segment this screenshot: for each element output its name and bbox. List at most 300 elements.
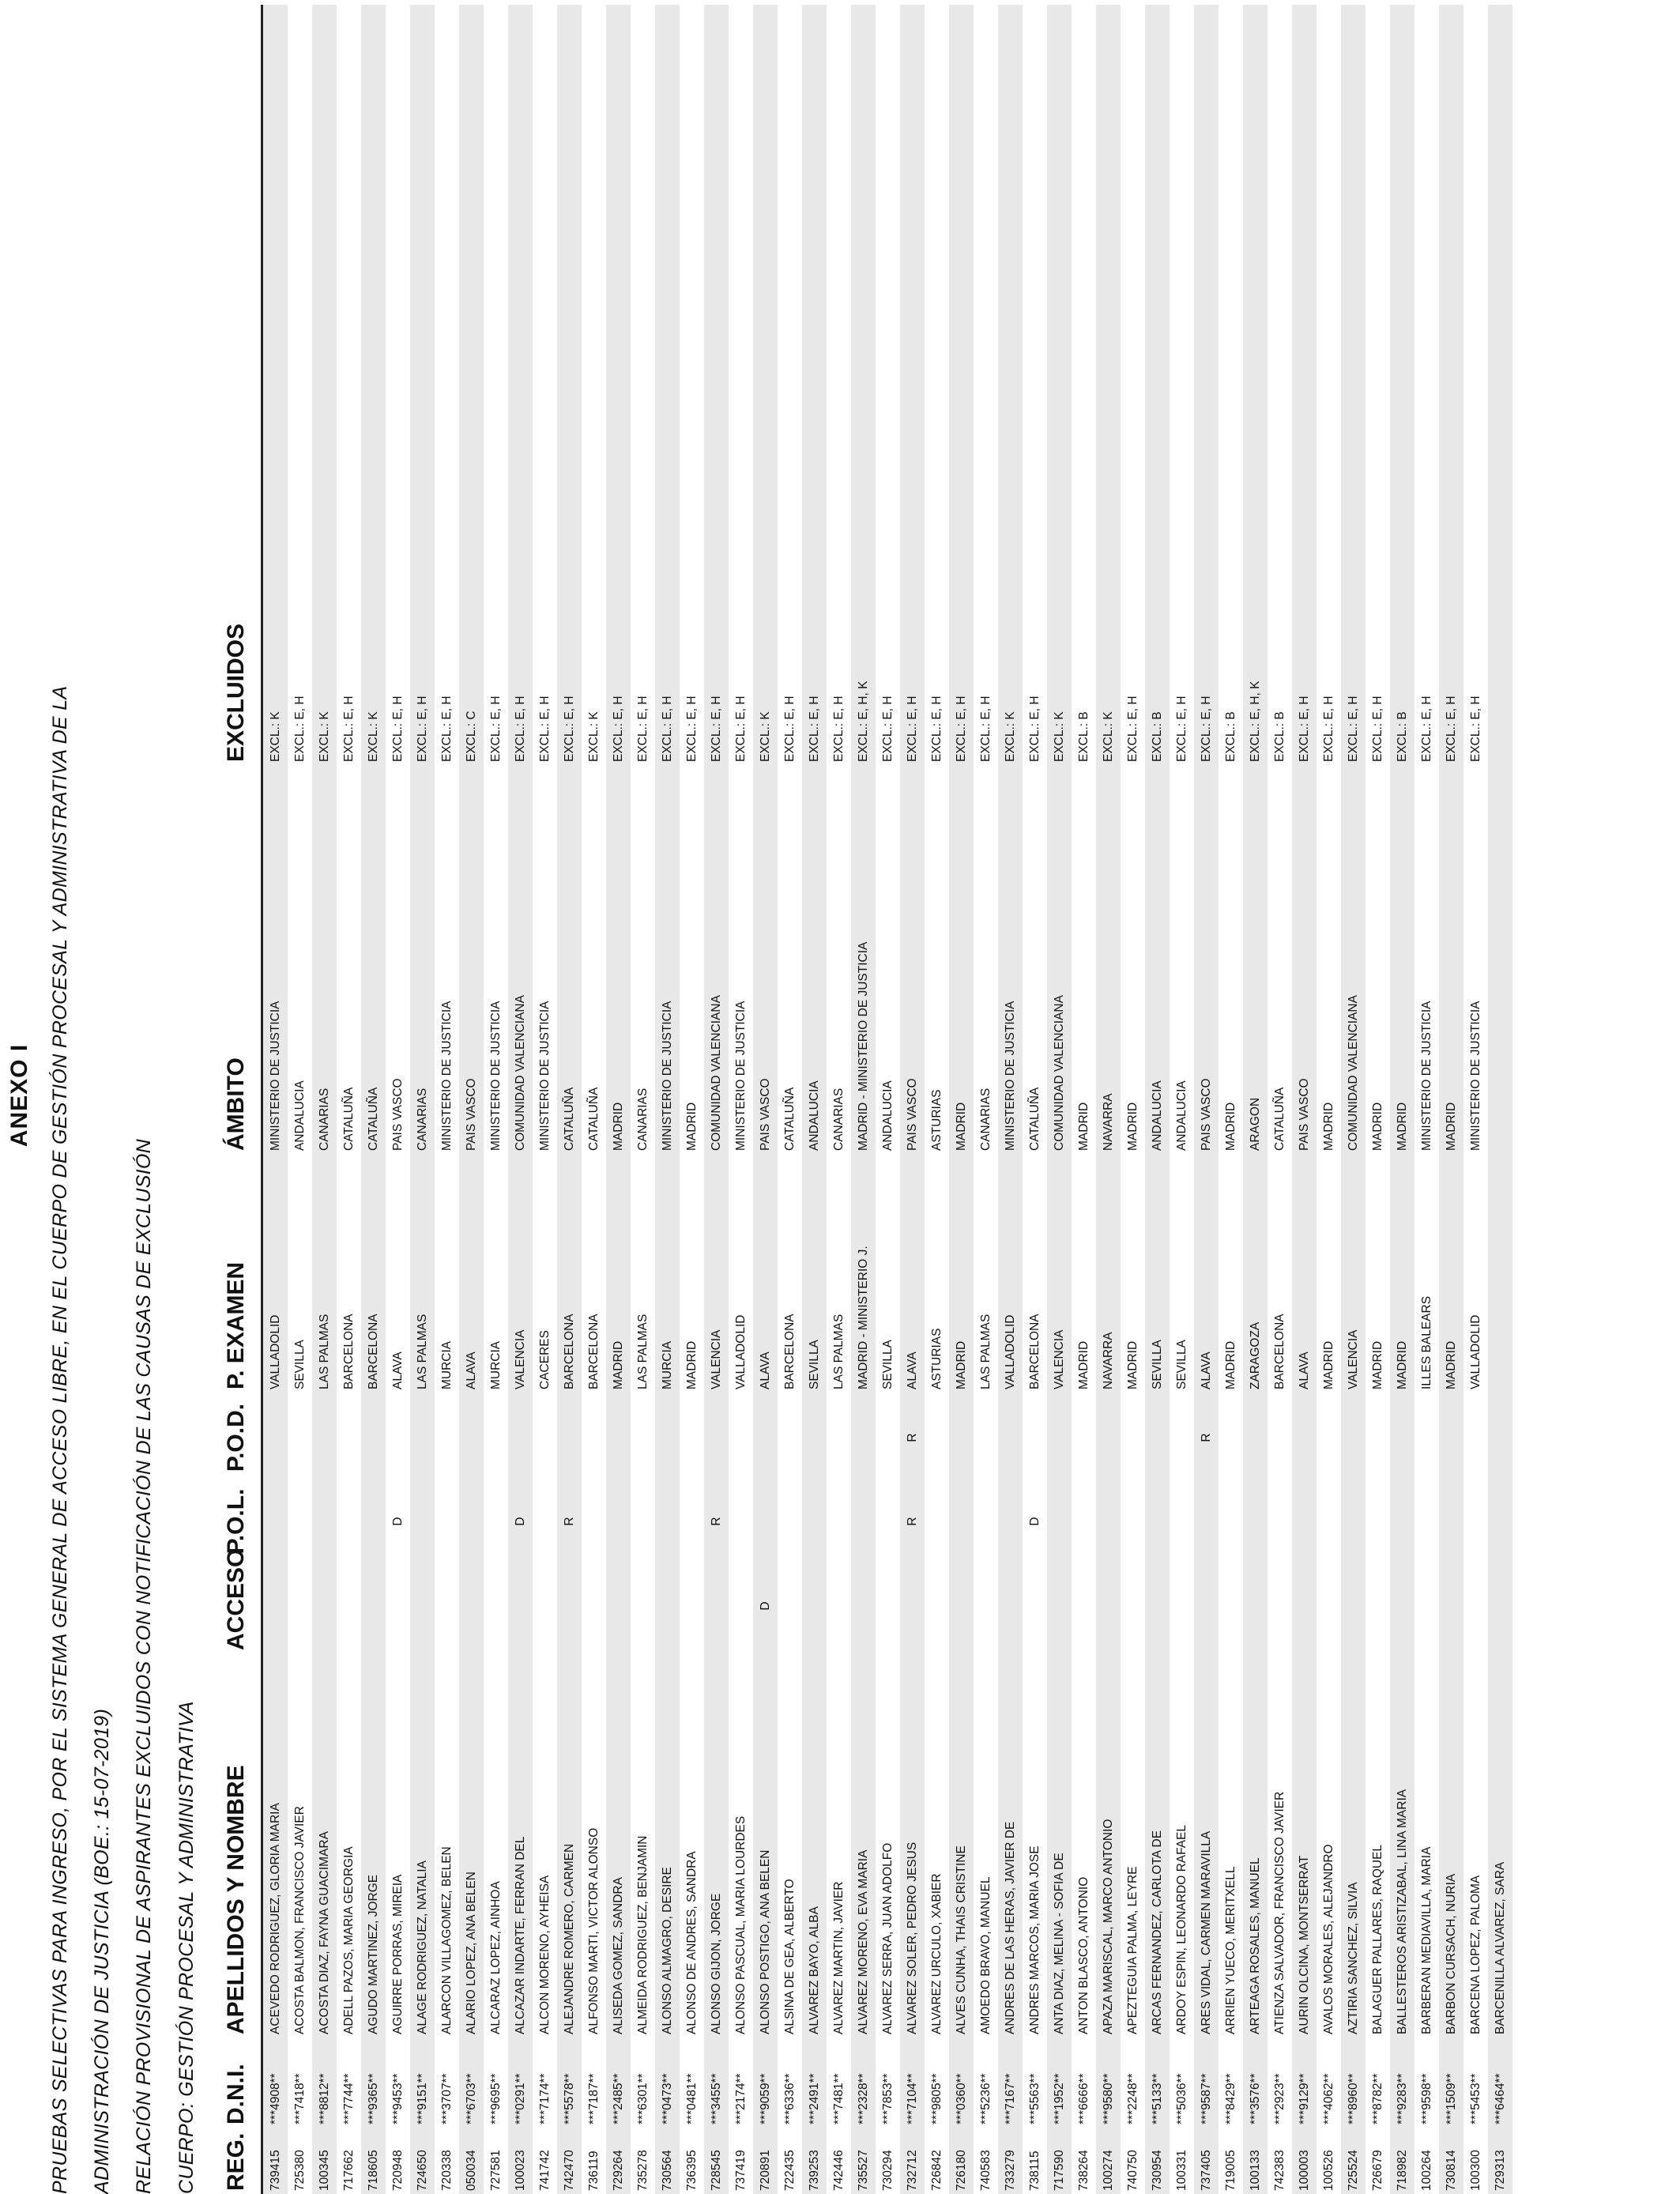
cell-acceso (900, 1562, 925, 1650)
cell-ambito: COMUNIDAD VALENCIANA (1341, 767, 1365, 1155)
cell-pol (1145, 1481, 1170, 1562)
cell-pol (1488, 1481, 1512, 1562)
cell-reg: 736395 (680, 2128, 704, 2194)
cell-dni: ***7167** (998, 2041, 1023, 2128)
cell-ambito: MINISTERIO DE JUSTICIA (729, 767, 753, 1155)
cell-excluidos: EXCL.: E, H (1170, 5, 1194, 767)
cell-acceso (508, 1562, 533, 1650)
cell-acceso (410, 1562, 435, 1650)
cell-acceso (337, 1562, 361, 1650)
cell-pod (1439, 1394, 1463, 1481)
cell-reg: 737405 (1194, 2128, 1219, 2194)
cell-name: ALONSO POSTIGO, ANA BELEN (753, 1650, 778, 2041)
cell-examen: NAVARRA (1096, 1155, 1121, 1394)
cell-acceso (262, 1562, 288, 1650)
cell-ambito: CATALUÑA (337, 767, 361, 1155)
table-row (1414, 5, 1439, 2194)
cell-dni: ***0291** (508, 2041, 533, 2128)
cell-examen: MADRID (606, 1155, 631, 1394)
cell-acceso (1463, 1562, 1488, 1650)
cell-examen (1488, 1155, 1512, 1394)
cell-pol (1390, 1481, 1414, 1562)
cell-excluidos: EXCL.: E, H (827, 5, 851, 767)
table-row (606, 5, 631, 2194)
cell-pod (851, 1394, 876, 1481)
cell-ambito: PAIS VASCO (900, 767, 925, 1155)
cell-dni: ***2485** (606, 2041, 631, 2128)
cell-dni: ***2328** (851, 2041, 876, 2128)
column-header-excluidos: EXCLUIDOS (212, 5, 262, 767)
cell-excluidos: EXCL.: E, H (557, 5, 582, 767)
cell-name: ALVAREZ MORENO, EVA MARIA (851, 1650, 876, 2041)
table-row (925, 5, 949, 2194)
table-row (1023, 5, 1047, 2194)
cell-ambito: ANDALUCIA (1170, 767, 1194, 1155)
cell-pol (1439, 1481, 1463, 1562)
cell-pod (680, 1394, 704, 1481)
cell-name: BALLESTEROS ARISTIZABAL, LINA MARIA (1390, 1650, 1414, 2041)
cell-dni: ***0473** (655, 2041, 680, 2128)
cell-examen: ALAVA (459, 1155, 484, 1394)
cell-excluidos: EXCL.: K (998, 5, 1023, 767)
header-line-1: PRUEBAS SELECTIVAS PARA INGRESO, POR EL SISTEMA GENERAL DE ACCESO LIBRE, EN EL CUERPO DE GESTIÓN PROCESAL Y ADMINISTRATIVA DE LA (49, 685, 71, 2194)
cell-pol (1219, 1481, 1243, 1562)
cell-examen: BARCELONA (582, 1155, 606, 1394)
cell-excluidos: EXCL.: K (753, 5, 778, 767)
cell-examen: ILLES BALEARS (1414, 1155, 1439, 1394)
cell-ambito: CANARIAS (410, 767, 435, 1155)
cell-excluidos: EXCL.: E, H (1121, 5, 1145, 767)
cell-pod (606, 1394, 631, 1481)
cell-dni: ***5578** (557, 2041, 582, 2128)
cell-name: ALEJANDRE ROMERO, CARMEN (557, 1650, 582, 2041)
cell-pol (851, 1481, 876, 1562)
cell-pod (925, 1394, 949, 1481)
cell-pol (337, 1481, 361, 1562)
cell-pod (557, 1394, 582, 1481)
cell-ambito: PAIS VASCO (1194, 767, 1219, 1155)
cell-dni: ***2248** (1121, 2041, 1145, 2128)
cell-ambito: COMUNIDAD VALENCIANA (704, 767, 729, 1155)
cell-reg: 100345 (312, 2128, 337, 2194)
cell-reg: 742383 (1268, 2128, 1292, 2194)
cell-pol (1121, 1481, 1145, 1562)
cell-reg: 100023 (508, 2128, 533, 2194)
cell-dni: ***9453** (386, 2041, 410, 2128)
cell-examen: MADRID (949, 1155, 974, 1394)
cell-dni: ***7853** (876, 2041, 900, 2128)
cell-dni: ***5563** (1023, 2041, 1047, 2128)
cell-examen: VALLADOLID (1463, 1155, 1488, 1394)
cell-examen: MADRID (1365, 1155, 1390, 1394)
cell-dni: ***2923** (1268, 2041, 1292, 2128)
cell-reg: 100003 (1292, 2128, 1317, 2194)
table-row (1243, 5, 1268, 2194)
table-row (1292, 5, 1317, 2194)
cell-examen: BARCELONA (337, 1155, 361, 1394)
cell-acceso (802, 1562, 827, 1650)
cell-ambito: PAIS VASCO (386, 767, 410, 1155)
cell-reg: 742446 (827, 2128, 851, 2194)
cell-ambito: CATALUÑA (582, 767, 606, 1155)
cell-examen: ALAVA (900, 1155, 925, 1394)
cell-pol (533, 1481, 557, 1562)
cell-excluidos: EXCL.: E, H (337, 5, 361, 767)
cell-reg: 739253 (802, 2128, 827, 2194)
column-header-name: APELLIDOS Y NOMBRE (212, 1650, 262, 2041)
cell-pol (998, 1481, 1023, 1562)
cell-reg: 100274 (1096, 2128, 1121, 2194)
cell-pod (508, 1394, 533, 1481)
cell-examen: BARCELONA (1023, 1155, 1047, 1394)
cell-pol (1414, 1481, 1439, 1562)
cell-pod (288, 1394, 312, 1481)
cell-excluidos: EXCL.: K (361, 5, 386, 767)
cell-pod (1047, 1394, 1072, 1481)
column-header-reg: REG. (212, 2128, 262, 2194)
cell-examen: MADRID (1439, 1155, 1463, 1394)
cell-examen: VALENCIA (508, 1155, 533, 1394)
cell-excluidos: EXCL.: K (582, 5, 606, 767)
cell-reg: 722435 (778, 2128, 802, 2194)
excluded-applicants-table (212, 5, 1512, 2194)
cell-acceso (312, 1562, 337, 1650)
cell-excluidos: EXCL.: K (1096, 5, 1121, 767)
cell-acceso (533, 1562, 557, 1650)
cell-reg: 740583 (974, 2128, 998, 2194)
cell-ambito: ANDALUCIA (288, 767, 312, 1155)
cell-excluidos: EXCL.: C (459, 5, 484, 767)
cell-name: ANDRES DE LAS HERAS, JAVIER DE (998, 1650, 1023, 2041)
cell-dni: ***9129** (1292, 2041, 1317, 2128)
cell-ambito: MADRID (1317, 767, 1341, 1155)
cell-name: ALONSO DE ANDRES, SANDRA (680, 1650, 704, 2041)
cell-reg: 720891 (753, 2128, 778, 2194)
table-row (582, 5, 606, 2194)
cell-acceso (1047, 1562, 1072, 1650)
cell-acceso (1365, 1562, 1390, 1650)
column-header-pol: P.O.L. (212, 1481, 262, 1562)
cell-reg: 100264 (1414, 2128, 1439, 2194)
cell-pol (1341, 1481, 1365, 1562)
cell-acceso (1292, 1562, 1317, 1650)
cell-examen: VALENCIA (1047, 1155, 1072, 1394)
cell-excluidos: EXCL.: B (1072, 5, 1096, 767)
cell-ambito: MINISTERIO DE JUSTICIA (655, 767, 680, 1155)
cell-acceso (998, 1562, 1023, 1650)
cell-ambito: CATALUÑA (778, 767, 802, 1155)
cell-pol (655, 1481, 680, 1562)
cell-excluidos: EXCL.: E, H (1317, 5, 1341, 767)
cell-pod (1365, 1394, 1390, 1481)
cell-pod (1170, 1394, 1194, 1481)
cell-name: ANTA DIAZ, MELINA - SOFIA DE (1047, 1650, 1072, 2041)
cell-pod (876, 1394, 900, 1481)
cell-pol (631, 1481, 655, 1562)
table-row (1194, 5, 1219, 2194)
cell-dni: ***6703** (459, 2041, 484, 2128)
cell-name: ANTON BLASCO, ANTONIO (1072, 1650, 1096, 2041)
cell-name: ALISEDA GOMEZ, SANDRA (606, 1650, 631, 2041)
cell-reg: 719005 (1219, 2128, 1243, 2194)
cell-dni: ***7187** (582, 2041, 606, 2128)
cell-examen: MADRID (1072, 1155, 1096, 1394)
cell-pod (1096, 1394, 1121, 1481)
cell-examen: LAS PALMAS (827, 1155, 851, 1394)
cell-reg: 100526 (1317, 2128, 1341, 2194)
cell-reg: 730564 (655, 2128, 680, 2194)
cell-ambito: PAIS VASCO (753, 767, 778, 1155)
cell-acceso: D (753, 1562, 778, 1650)
table-row (312, 5, 337, 2194)
cell-pol (949, 1481, 974, 1562)
cell-excluidos: EXCL.: E, H (484, 5, 508, 767)
table-row (484, 5, 508, 2194)
cell-pol: D (1023, 1481, 1047, 1562)
cell-ambito: MADRID (1121, 767, 1145, 1155)
table-row (459, 5, 484, 2194)
table-row (1439, 5, 1463, 2194)
cell-reg: 729313 (1488, 2128, 1512, 2194)
cell-pod (1341, 1394, 1365, 1481)
cell-ambito (1488, 767, 1512, 1155)
cell-reg: 738115 (1023, 2128, 1047, 2194)
table-row (851, 5, 876, 2194)
header-line-2: ADMINISTRACIÓN DE JUSTICIA (BOE.: 15-07-2019) (91, 1708, 113, 2194)
column-header-examen: P. EXAMEN (212, 1155, 262, 1394)
cell-ambito: MINISTERIO DE JUSTICIA (1414, 767, 1439, 1155)
cell-reg: 720338 (435, 2128, 459, 2194)
cell-acceso (1243, 1562, 1268, 1650)
cell-reg: 733279 (998, 2128, 1023, 2194)
cell-excluidos: EXCL.: E, H (288, 5, 312, 767)
cell-ambito: ARAGON (1243, 767, 1268, 1155)
cell-acceso (1121, 1562, 1145, 1650)
cell-pod (337, 1394, 361, 1481)
cell-acceso (606, 1562, 631, 1650)
cell-ambito: MINISTERIO DE JUSTICIA (1463, 767, 1488, 1155)
cell-acceso (1390, 1562, 1414, 1650)
table-row (1268, 5, 1292, 2194)
cell-pod (1243, 1394, 1268, 1481)
cell-pod (827, 1394, 851, 1481)
cell-pod (582, 1394, 606, 1481)
cell-pod (778, 1394, 802, 1481)
table-row (1463, 5, 1488, 2194)
cell-acceso (704, 1562, 729, 1650)
cell-excluidos: EXCL.: E, H (1292, 5, 1317, 767)
table-row (827, 5, 851, 2194)
cell-acceso (1145, 1562, 1170, 1650)
cell-examen: LAS PALMAS (631, 1155, 655, 1394)
cell-ambito: ANDALUCIA (802, 767, 827, 1155)
cell-excluidos: EXCL.: E, H, K (1243, 5, 1268, 767)
cell-name: ATIENZA SALVADOR, FRANCISCO JAVIER (1268, 1650, 1292, 2041)
cell-pol (1096, 1481, 1121, 1562)
cell-dni: ***5133** (1145, 2041, 1170, 2128)
cell-name: ALAGE RODRIGUEZ, NATALIA (410, 1650, 435, 2041)
cell-excluidos: EXCL.: B (1219, 5, 1243, 767)
cell-examen: VALLADOLID (998, 1155, 1023, 1394)
cell-dni: ***9805** (925, 2041, 949, 2128)
cell-acceso (1096, 1562, 1121, 1650)
cell-dni: ***5036** (1170, 2041, 1194, 2128)
table-row (386, 5, 410, 2194)
cell-name: APEZTEGUIA PALMA, LEYRE (1121, 1650, 1145, 2041)
cell-examen: SEVILLA (802, 1155, 827, 1394)
cell-pol (1317, 1481, 1341, 1562)
cell-ambito: MINISTERIO DE JUSTICIA (262, 767, 288, 1155)
cell-excluidos: EXCL.: E, H (508, 5, 533, 767)
cell-pod (1145, 1394, 1170, 1481)
cell-pod (1292, 1394, 1317, 1481)
cell-dni: ***9365** (361, 2041, 386, 2128)
cell-ambito: COMUNIDAD VALENCIANA (508, 767, 533, 1155)
cell-name: AMOEDO BRAVO, MANUEL (974, 1650, 998, 2041)
table-row (974, 5, 998, 2194)
cell-name: ANDRES MARCOS, MARIA JOSE (1023, 1650, 1047, 2041)
cell-examen: LAS PALMAS (974, 1155, 998, 1394)
cell-dni: ***9059** (753, 2041, 778, 2128)
cell-reg: 730954 (1145, 2128, 1170, 2194)
cell-examen: VALLADOLID (729, 1155, 753, 1394)
cell-dni: ***8960** (1341, 2041, 1365, 2128)
table-row (1219, 5, 1243, 2194)
cell-excluidos: EXCL.: E, H (655, 5, 680, 767)
table-row (262, 5, 288, 2194)
cell-examen: ZARAGOZA (1243, 1155, 1268, 1394)
cell-name: ALVAREZ BAYO, ALBA (802, 1650, 827, 2041)
cell-excluidos: EXCL.: E, H (410, 5, 435, 767)
cell-name: ARES VIDAL, CARMEN MARAVILLA (1194, 1650, 1219, 2041)
cell-acceso (1341, 1562, 1365, 1650)
cell-ambito: CATALUÑA (1023, 767, 1047, 1155)
column-header-dni: D.N.I. (212, 2041, 262, 2128)
cell-pod (361, 1394, 386, 1481)
cell-name: ALSINA DE GEA, ALBERTO (778, 1650, 802, 2041)
cell-name: BARBON CURSACH, NURIA (1439, 1650, 1463, 2041)
cell-pol (778, 1481, 802, 1562)
cell-acceso (1023, 1562, 1047, 1650)
cell-dni: ***7418** (288, 2041, 312, 2128)
cell-dni: ***6336** (778, 2041, 802, 2128)
table-row (337, 5, 361, 2194)
cell-name: ALONSO PASCUAL, MARIA LOURDES (729, 1650, 753, 2041)
cell-dni: ***2174** (729, 2041, 753, 2128)
cell-examen: ALAVA (386, 1155, 410, 1394)
cell-acceso (655, 1562, 680, 1650)
cell-reg: 718605 (361, 2128, 386, 2194)
cell-reg: 717590 (1047, 2128, 1072, 2194)
cell-name: AGUDO MARTINEZ, JORGE (361, 1650, 386, 2041)
cell-acceso (729, 1562, 753, 1650)
cell-reg: 730814 (1439, 2128, 1463, 2194)
cell-examen: SEVILLA (288, 1155, 312, 1394)
cell-ambito: MINISTERIO DE JUSTICIA (998, 767, 1023, 1155)
table-row (631, 5, 655, 2194)
cell-examen: BARCELONA (557, 1155, 582, 1394)
cell-ambito: MADRID (949, 767, 974, 1155)
cell-pol (729, 1481, 753, 1562)
cell-dni: ***9695** (484, 2041, 508, 2128)
cell-ambito: CATALUÑA (361, 767, 386, 1155)
cell-pol: D (386, 1481, 410, 1562)
table-row (557, 5, 582, 2194)
cell-ambito: MADRID (1365, 767, 1390, 1155)
cell-pol (606, 1481, 631, 1562)
cell-excluidos: EXCL.: E, H (435, 5, 459, 767)
cell-ambito: ASTURIAS (925, 767, 949, 1155)
cell-excluidos: EXCL.: E, H (1439, 5, 1463, 767)
cell-name: AZTIRIA SANCHEZ, SILVIA (1341, 1650, 1365, 2041)
cell-excluidos: EXCL.: E, H (631, 5, 655, 767)
cell-pod (1268, 1394, 1292, 1481)
cell-pod (704, 1394, 729, 1481)
cell-acceso (1194, 1562, 1219, 1650)
cell-examen: LAS PALMAS (410, 1155, 435, 1394)
cell-acceso (631, 1562, 655, 1650)
cell-examen: MADRID (680, 1155, 704, 1394)
cell-excluidos: EXCL.: B (1268, 5, 1292, 767)
cell-examen: MADRID (1121, 1155, 1145, 1394)
cell-dni: ***9587** (1194, 2041, 1219, 2128)
cell-excluidos: EXCL.: E, H (778, 5, 802, 767)
cell-pod (1390, 1394, 1414, 1481)
cell-name: ADELL PAZOS, MARIA GEORGIA (337, 1650, 361, 2041)
cell-reg: 741742 (533, 2128, 557, 2194)
column-header-pod: P.O.D. (212, 1394, 262, 1481)
cell-pol (680, 1481, 704, 1562)
cell-dni: ***9598** (1414, 2041, 1439, 2128)
cell-pol (876, 1481, 900, 1562)
cell-name: ALCAZAR INDARTE, FERRAN DEL (508, 1650, 533, 2041)
cell-dni: ***3707** (435, 2041, 459, 2128)
cell-pod (1463, 1394, 1488, 1481)
cell-name: ARDOY ESPIN, LEONARDO RAFAEL (1170, 1650, 1194, 2041)
cell-examen: MURCIA (655, 1155, 680, 1394)
table-header (212, 5, 262, 2194)
cell-ambito: MINISTERIO DE JUSTICIA (533, 767, 557, 1155)
cell-pol (361, 1481, 386, 1562)
cell-pol (484, 1481, 508, 1562)
cell-dni: ***9580** (1096, 2041, 1121, 2128)
cell-dni: ***0481** (680, 2041, 704, 2128)
table-row (1317, 5, 1341, 2194)
cell-pod (729, 1394, 753, 1481)
cell-reg: 735278 (631, 2128, 655, 2194)
cell-name: AVALOS MORALES, ALEJANDRO (1317, 1650, 1341, 2041)
cell-examen: MADRID - MINISTERIO J. (851, 1155, 876, 1394)
cell-excluidos: EXCL.: B (1145, 5, 1170, 767)
cell-reg: 724650 (410, 2128, 435, 2194)
cell-excluidos: EXCL.: E, H (606, 5, 631, 767)
cell-pol: R (900, 1481, 925, 1562)
table-row (1390, 5, 1414, 2194)
cell-acceso (484, 1562, 508, 1650)
cell-name: ALONSO GIJON, JORGE (704, 1650, 729, 2041)
cell-excluidos: EXCL.: E, H (949, 5, 974, 767)
cell-dni: ***5236** (974, 2041, 998, 2128)
table-row (361, 5, 386, 2194)
cell-dni: ***6666** (1072, 2041, 1096, 2128)
cell-acceso (925, 1562, 949, 1650)
cell-ambito: CANARIAS (312, 767, 337, 1155)
cell-pod (974, 1394, 998, 1481)
header-line-4: CUERPO: GESTIÓN PROCESAL Y ADMINISTRATIVA (175, 1701, 198, 2194)
cell-acceso (1170, 1562, 1194, 1650)
cell-name: ACOSTA BALMON, FRANCISCO JAVIER (288, 1650, 312, 2041)
cell-reg: 100300 (1463, 2128, 1488, 2194)
